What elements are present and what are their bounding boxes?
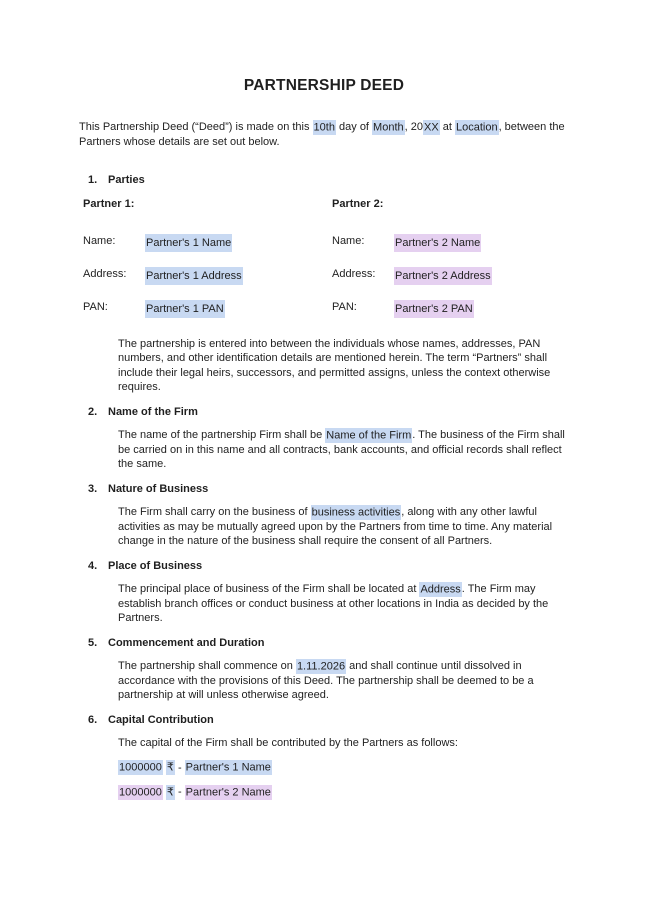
placeholder-field[interactable]: 1000000 [119,786,162,798]
section-6-heading-label: Capital Contribution [108,713,214,726]
placeholder-field[interactable]: business activities [311,506,401,518]
section-2-heading [79,405,569,420]
section-6-paragraph [118,736,569,751]
capital-contribution-line-2 [118,785,569,800]
section-4-number: 4. [88,559,98,572]
intro-paragraph [79,120,569,149]
text-run: , 20 [404,121,423,133]
partner2-name-label: Name: [332,235,365,247]
section-4-paragraph [118,582,569,626]
section-3-number: 3. [88,482,98,495]
section-2-paragraph [118,428,569,472]
partner1-pan-cell [83,300,332,318]
text-run: . The business of the Firm shall be carried on in this name and all contracts, bank accounts, and official records shall reflect the same. [118,429,565,470]
placeholder-field[interactable]: Partner's 1 Name [185,761,271,774]
section-3-heading [79,482,569,497]
placeholder-field[interactable]: 1000000 [119,761,162,774]
partner2-address-label: Address: [332,268,376,280]
partner-name-row [83,234,569,252]
text-run: The capital of the Firm shall be contributed by the Partners as follows: [118,737,458,749]
partner1-address-cell [83,267,332,285]
text-run: . The Firm may establish branch offices or conduct business at other locations in India as decided by the Partners. [118,583,549,624]
section-4-heading-label: Place of Business [108,559,203,572]
partner1-name-label: Name: [83,235,116,247]
text-run: , along with any other lawful activities as may be mutually agreed upon by the Partners from time to time. Any material change in the nature of the business shall require the consent of all Partners. [118,506,553,547]
capital-contribution-line-1 [118,761,569,776]
placeholder-field[interactable]: 1.11.2026 [296,660,346,672]
text-run: - [174,761,185,774]
partner1-name-cell [83,234,332,252]
section-6-number: 6. [88,713,98,726]
text-run: , between the Partners whose details are set out below. [79,121,565,148]
text-run: This Partnership Deed (“Deed”) is made on this [79,121,313,133]
section-6-heading [79,713,569,728]
placeholder-field[interactable]: ₹ [166,761,174,774]
section-1-number: 1. [88,174,98,186]
partner-titles-row [83,197,569,212]
partner-address-row [83,267,569,285]
section-5-number: 5. [88,636,98,649]
placeholder-field[interactable]: ₹ [166,786,174,798]
partner1-address-label: Address: [83,268,127,280]
partner1-pan-label: PAN: [83,301,108,313]
text-run: and shall continue until dissolved in accordance with the provisions of this Deed. The partnership shall be deemed to be a partnership at will unless otherwise agreed. [118,660,534,701]
partner2-pan-label: PAN: [332,301,357,313]
partner1-name-value[interactable]: Partner's 1 Name [145,234,232,252]
text-run: day of [335,121,373,133]
partner2-address-value[interactable]: Partner's 2 Address [394,267,492,285]
partner2-name-cell [332,234,569,252]
partner1-title: Partner 1: [83,197,135,210]
partner2-name-value[interactable]: Partner's 2 Name [394,234,481,252]
document-title: PARTNERSHIP DEED [243,77,405,94]
text-run: - [174,786,185,798]
text-run: The Firm shall carry on the business of [118,506,311,518]
text-run: at [439,121,455,133]
section-5-heading [79,636,569,651]
placeholder-field[interactable]: 10th [313,121,335,133]
partner1-address-value[interactable]: Partner's 1 Address [145,267,243,285]
text-run: The name of the partnership Firm shall be [118,429,326,441]
text-run: The principal place of business of the Firm shall be located at [118,583,420,595]
section-3-heading-label: Nature of Business [108,482,209,495]
section-1-heading-label: Parties [108,174,145,186]
placeholder-field[interactable]: Address [420,583,461,595]
placeholder-field[interactable]: Month [373,121,404,133]
partner2-address-cell [332,267,569,285]
partner2-title: Partner 2: [332,197,384,210]
section-5-heading-label: Commencement and Duration [108,636,265,649]
section-3-paragraph [118,505,569,549]
section-2-heading-label: Name of the Firm [108,405,198,418]
placeholder-field[interactable]: XX [423,121,439,133]
section-2-number: 2. [88,405,98,418]
section-1-paragraph: The partnership is entered into between the individuals whose names, addresses, PAN numbers, and other identification details are mentioned herein. The term “Partners” shall include their legal heirs, successors, and permitted assigns, unless the context otherwise requires. [118,337,551,393]
placeholder-field[interactable]: Name of the Firm [326,429,412,441]
partner1-pan-value[interactable]: Partner's 1 PAN [145,300,225,318]
placeholder-field[interactable]: Partner's 2 Name [185,786,271,798]
partner2-pan-value[interactable]: Partner's 2 PAN [394,300,474,318]
section-4-heading [79,559,569,574]
placeholder-field[interactable]: Location [455,121,498,133]
text-run: The partnership shall commence on [118,660,296,672]
section-5-paragraph [118,659,569,703]
partner2-pan-cell [332,300,569,318]
section-1-heading [79,173,569,188]
partner-pan-row [83,300,569,318]
